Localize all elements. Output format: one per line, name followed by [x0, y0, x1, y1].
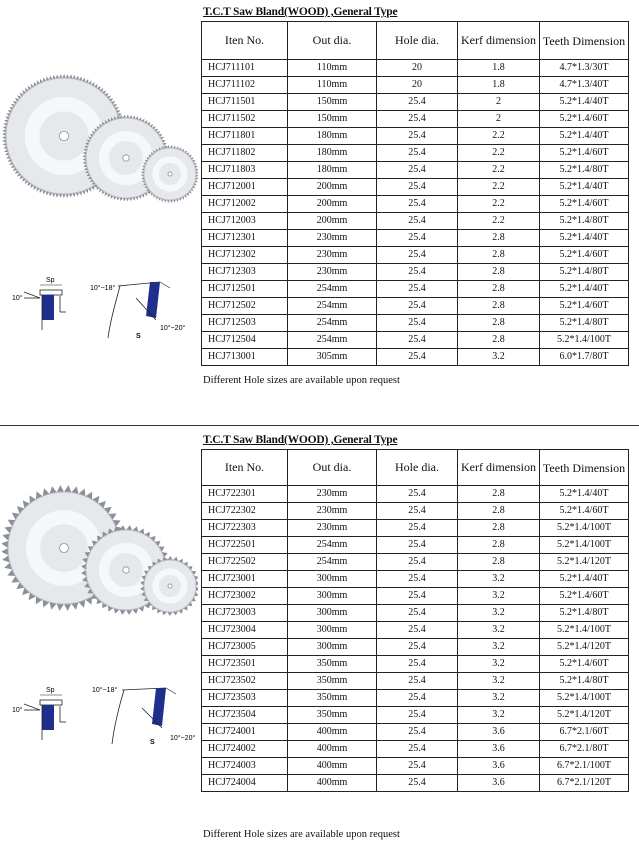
- cell-item-no: HCJ712003: [202, 213, 288, 230]
- cell-out-dia: 150mm: [288, 111, 377, 128]
- table-row: [202, 349, 629, 366]
- cell-hole-dia: 25.4: [377, 758, 458, 775]
- cell-hole-dia: 25.4: [377, 486, 458, 503]
- table-row: [202, 741, 629, 758]
- cell-teeth: 5.2*1.4/120T: [540, 639, 629, 656]
- cell-out-dia: 110mm: [288, 60, 377, 77]
- cell-hole-dia: 25.4: [377, 724, 458, 741]
- cell-item-no: HCJ724004: [202, 775, 288, 792]
- cell-hole-dia: 25.4: [377, 707, 458, 724]
- cell-out-dia: 400mm: [288, 775, 377, 792]
- cell-teeth: 6.7*2.1/100T: [540, 758, 629, 775]
- cell-hole-dia: 25.4: [377, 111, 458, 128]
- cell-out-dia: 200mm: [288, 196, 377, 213]
- cell-item-no: HCJ712502: [202, 298, 288, 315]
- cell-out-dia: 230mm: [288, 520, 377, 537]
- header-hole-dia: Hole dia.: [377, 22, 458, 60]
- cell-teeth: 5.2*1.4/60T: [540, 247, 629, 264]
- cell-item-no: HCJ723502: [202, 673, 288, 690]
- table-row: [202, 503, 629, 520]
- section-1-title: T.C.T Saw Bland(WOOD) ,General Type: [203, 6, 398, 18]
- cell-item-no: HCJ722502: [202, 554, 288, 571]
- clearance-label: 10°~20°: [170, 735, 196, 742]
- cell-hole-dia: 25.4: [377, 673, 458, 690]
- header-item-no: Iten No.: [202, 22, 288, 60]
- header-teeth: Teeth Dimension: [540, 22, 629, 60]
- table-row: [202, 60, 629, 77]
- cell-item-no: HCJ711801: [202, 128, 288, 145]
- cell-kerf: 2.8: [458, 281, 540, 298]
- cell-hole-dia: 25.4: [377, 298, 458, 315]
- cell-out-dia: 230mm: [288, 230, 377, 247]
- cell-item-no: HCJ712001: [202, 179, 288, 196]
- cell-item-no: HCJ723004: [202, 622, 288, 639]
- cell-item-no: HCJ723504: [202, 707, 288, 724]
- cell-hole-dia: 25.4: [377, 690, 458, 707]
- cell-kerf: 3.2: [458, 622, 540, 639]
- cell-hole-dia: 25.4: [377, 588, 458, 605]
- cell-hole-dia: 25.4: [377, 230, 458, 247]
- cell-out-dia: 200mm: [288, 179, 377, 196]
- cell-out-dia: 230mm: [288, 503, 377, 520]
- tooth-blue-icon: [42, 705, 54, 730]
- table-row: [202, 111, 629, 128]
- note-2: Different Hole sizes are available upon request: [203, 829, 400, 840]
- header-teeth: Teeth Dimension: [540, 450, 629, 486]
- cell-hole-dia: 25.4: [377, 281, 458, 298]
- cell-hole-dia: 25.4: [377, 247, 458, 264]
- cell-hole-dia: 25.4: [377, 213, 458, 230]
- cell-kerf: 3.2: [458, 349, 540, 366]
- table-row: [202, 145, 629, 162]
- cell-teeth: 6.7*2.1/120T: [540, 775, 629, 792]
- cell-teeth: 5.2*1.4/40T: [540, 128, 629, 145]
- table-row: [202, 775, 629, 792]
- cell-item-no: HCJ724002: [202, 741, 288, 758]
- cell-teeth: 5.2*1.4/40T: [540, 571, 629, 588]
- cell-item-no: HCJ711102: [202, 77, 288, 94]
- cell-kerf: 2: [458, 111, 540, 128]
- cell-teeth: 5.2*1.4/100T: [540, 537, 629, 554]
- side-label: S: [150, 739, 155, 746]
- cell-teeth: 6.0*1.7/80T: [540, 349, 629, 366]
- header-out-dia: Out dia.: [288, 22, 377, 60]
- cell-item-no: HCJ712303: [202, 264, 288, 281]
- table-row: [202, 537, 629, 554]
- cell-out-dia: 400mm: [288, 741, 377, 758]
- cell-out-dia: 254mm: [288, 537, 377, 554]
- cell-item-no: HCJ722501: [202, 537, 288, 554]
- cell-teeth: 5.2*1.4/80T: [540, 315, 629, 332]
- cell-out-dia: 230mm: [288, 247, 377, 264]
- cell-kerf: 3.2: [458, 656, 540, 673]
- cell-item-no: HCJ722301: [202, 486, 288, 503]
- cell-item-no: HCJ711502: [202, 111, 288, 128]
- table-row: [202, 213, 629, 230]
- sp-label: Sp: [46, 687, 55, 694]
- table-row: [202, 196, 629, 213]
- cell-out-dia: 180mm: [288, 145, 377, 162]
- table-row: [202, 673, 629, 690]
- tooth-blue-icon: [42, 295, 54, 320]
- side-label: S: [136, 333, 141, 340]
- cell-kerf: 3.6: [458, 775, 540, 792]
- cell-hole-dia: 25.4: [377, 145, 458, 162]
- cell-out-dia: 350mm: [288, 690, 377, 707]
- cell-hole-dia: 25.4: [377, 656, 458, 673]
- cell-item-no: HCJ722302: [202, 503, 288, 520]
- cell-teeth: 5.2*1.4/80T: [540, 213, 629, 230]
- cell-kerf: 2.8: [458, 230, 540, 247]
- cell-teeth: 5.2*1.4/40T: [540, 281, 629, 298]
- cell-teeth: 5.2*1.4/60T: [540, 503, 629, 520]
- table-row: [202, 247, 629, 264]
- cell-out-dia: 305mm: [288, 349, 377, 366]
- cell-hole-dia: 25.4: [377, 196, 458, 213]
- cell-teeth: 5.2*1.4/100T: [540, 690, 629, 707]
- cell-item-no: HCJ723002: [202, 588, 288, 605]
- cell-teeth: 5.2*1.4/60T: [540, 145, 629, 162]
- cell-out-dia: 254mm: [288, 315, 377, 332]
- sp-label: Sp: [46, 277, 55, 284]
- cell-teeth: 5.2*1.4/120T: [540, 554, 629, 571]
- cell-teeth: 5.2*1.4/120T: [540, 707, 629, 724]
- cell-hole-dia: 25.4: [377, 179, 458, 196]
- table-row: [202, 639, 629, 656]
- cell-teeth: 5.2*1.4/40T: [540, 179, 629, 196]
- cell-kerf: 2.8: [458, 554, 540, 571]
- cell-hole-dia: 25.4: [377, 639, 458, 656]
- cell-kerf: 2.8: [458, 503, 540, 520]
- cell-item-no: HCJ712501: [202, 281, 288, 298]
- cell-item-no: HCJ711803: [202, 162, 288, 179]
- cell-kerf: 3.2: [458, 690, 540, 707]
- table-row: [202, 758, 629, 775]
- cell-hole-dia: 25.4: [377, 349, 458, 366]
- cell-teeth: 5.2*1.4/100T: [540, 332, 629, 349]
- left-angle-label: 10°: [12, 295, 23, 302]
- cell-hole-dia: 25.4: [377, 571, 458, 588]
- section-2-title: T.C.T Saw Bland(WOOD) ,General Type: [203, 434, 398, 446]
- cell-item-no: HCJ724001: [202, 724, 288, 741]
- table-row: [202, 230, 629, 247]
- note-1: Different Hole sizes are available upon request: [203, 375, 400, 386]
- cell-out-dia: 254mm: [288, 281, 377, 298]
- cell-teeth: 5.2*1.4/60T: [540, 298, 629, 315]
- cell-kerf: 3.2: [458, 605, 540, 622]
- cell-out-dia: 300mm: [288, 571, 377, 588]
- cell-kerf: 2.8: [458, 247, 540, 264]
- cell-item-no: HCJ712002: [202, 196, 288, 213]
- cell-kerf: 3.6: [458, 741, 540, 758]
- header-out-dia: Out dia.: [288, 450, 377, 486]
- cell-teeth: 5.2*1.4/80T: [540, 162, 629, 179]
- cell-item-no: HCJ723501: [202, 656, 288, 673]
- cell-kerf: 2.8: [458, 520, 540, 537]
- cell-hole-dia: 20: [377, 77, 458, 94]
- cell-out-dia: 230mm: [288, 486, 377, 503]
- cell-item-no: HCJ713001: [202, 349, 288, 366]
- cell-out-dia: 180mm: [288, 162, 377, 179]
- cell-hole-dia: 25.4: [377, 622, 458, 639]
- cell-kerf: 2.8: [458, 264, 540, 281]
- cell-out-dia: 400mm: [288, 758, 377, 775]
- cell-item-no: HCJ711501: [202, 94, 288, 111]
- tooth-profile-diagram-2: [10, 680, 210, 760]
- cell-kerf: 2.8: [458, 537, 540, 554]
- table-row: [202, 264, 629, 281]
- cell-teeth: 4.7*1.3/40T: [540, 77, 629, 94]
- cell-out-dia: 400mm: [288, 724, 377, 741]
- cell-kerf: 2.8: [458, 486, 540, 503]
- cell-item-no: HCJ723001: [202, 571, 288, 588]
- cell-teeth: 5.2*1.4/80T: [540, 264, 629, 281]
- table-row: [202, 179, 629, 196]
- table-row: [202, 128, 629, 145]
- cell-out-dia: 254mm: [288, 554, 377, 571]
- cell-hole-dia: 25.4: [377, 537, 458, 554]
- cell-hole-dia: 25.4: [377, 264, 458, 281]
- table-row: [202, 622, 629, 639]
- cell-hole-dia: 20: [377, 60, 458, 77]
- cell-item-no: HCJ712504: [202, 332, 288, 349]
- cell-out-dia: 300mm: [288, 588, 377, 605]
- cell-teeth: 5.2*1.4/100T: [540, 520, 629, 537]
- cell-kerf: 1.8: [458, 77, 540, 94]
- cell-out-dia: 110mm: [288, 77, 377, 94]
- cell-item-no: HCJ712302: [202, 247, 288, 264]
- cell-kerf: 2: [458, 94, 540, 111]
- cell-kerf: 2.2: [458, 128, 540, 145]
- cell-kerf: 3.6: [458, 724, 540, 741]
- cell-kerf: 1.8: [458, 60, 540, 77]
- cell-kerf: 3.6: [458, 758, 540, 775]
- cell-out-dia: 200mm: [288, 213, 377, 230]
- cell-teeth: 5.2*1.4/40T: [540, 94, 629, 111]
- cell-hole-dia: 25.4: [377, 128, 458, 145]
- cell-kerf: 2.2: [458, 162, 540, 179]
- tooth-profile-diagram-1: [10, 268, 190, 348]
- hook-angle-label: 10°~18°: [92, 687, 118, 694]
- cell-teeth: 6.7*2.1/60T: [540, 724, 629, 741]
- cell-teeth: 5.2*1.4/100T: [540, 622, 629, 639]
- left-angle-label: 10°: [12, 707, 23, 714]
- cell-kerf: 3.2: [458, 707, 540, 724]
- cell-kerf: 2.2: [458, 196, 540, 213]
- cell-kerf: 3.2: [458, 639, 540, 656]
- table-row: [202, 315, 629, 332]
- cell-kerf: 2.2: [458, 213, 540, 230]
- cell-out-dia: 350mm: [288, 673, 377, 690]
- cell-hole-dia: 25.4: [377, 554, 458, 571]
- table-row: [202, 77, 629, 94]
- cell-hole-dia: 25.4: [377, 520, 458, 537]
- cell-out-dia: 180mm: [288, 128, 377, 145]
- tooth-angle-icon: [146, 282, 160, 318]
- section-divider: [0, 425, 639, 426]
- table-row: [202, 554, 629, 571]
- cell-teeth: 5.2*1.4/60T: [540, 656, 629, 673]
- cell-kerf: 3.2: [458, 588, 540, 605]
- cell-out-dia: 300mm: [288, 622, 377, 639]
- cell-hole-dia: 25.4: [377, 605, 458, 622]
- table-row: [202, 162, 629, 179]
- table-row: [202, 281, 629, 298]
- cell-item-no: HCJ712503: [202, 315, 288, 332]
- hook-angle-label: 10°~18°: [90, 285, 116, 292]
- cell-hole-dia: 25.4: [377, 332, 458, 349]
- cell-hole-dia: 25.4: [377, 741, 458, 758]
- table-row: [202, 332, 629, 349]
- cell-teeth: 6.7*2.1/80T: [540, 741, 629, 758]
- cell-item-no: HCJ711101: [202, 60, 288, 77]
- cell-kerf: 3.2: [458, 673, 540, 690]
- table-row: [202, 486, 629, 503]
- spec-table-1: [201, 21, 629, 366]
- cell-teeth: 5.2*1.4/80T: [540, 673, 629, 690]
- cell-out-dia: 254mm: [288, 298, 377, 315]
- cell-out-dia: 350mm: [288, 656, 377, 673]
- cell-hole-dia: 25.4: [377, 162, 458, 179]
- cell-kerf: 3.2: [458, 571, 540, 588]
- cell-teeth: 5.2*1.4/60T: [540, 588, 629, 605]
- cell-out-dia: 150mm: [288, 94, 377, 111]
- spec-table-2: [201, 449, 629, 792]
- cell-hole-dia: 25.4: [377, 315, 458, 332]
- cell-teeth: 5.2*1.4/40T: [540, 230, 629, 247]
- cell-out-dia: 350mm: [288, 707, 377, 724]
- cell-teeth: 4.7*1.3/30T: [540, 60, 629, 77]
- table-row: [202, 588, 629, 605]
- table-row: [202, 605, 629, 622]
- table-row: [202, 724, 629, 741]
- cell-hole-dia: 25.4: [377, 94, 458, 111]
- header-item-no: Iten No.: [202, 450, 288, 486]
- table-row: [202, 690, 629, 707]
- cell-kerf: 2.2: [458, 179, 540, 196]
- cell-item-no: HCJ711802: [202, 145, 288, 162]
- cell-kerf: 2.8: [458, 298, 540, 315]
- cell-teeth: 5.2*1.4/80T: [540, 605, 629, 622]
- cell-item-no: HCJ712301: [202, 230, 288, 247]
- cell-hole-dia: 25.4: [377, 503, 458, 520]
- clearance-label: 10°~20°: [160, 325, 186, 332]
- table-row: [202, 707, 629, 724]
- cell-item-no: HCJ722303: [202, 520, 288, 537]
- cell-out-dia: 230mm: [288, 264, 377, 281]
- cell-teeth: 5.2*1.4/60T: [540, 196, 629, 213]
- header-kerf: Kerf dimension: [458, 450, 540, 486]
- saw-blades-coarse-tooth-image: [2, 474, 198, 624]
- cell-item-no: HCJ723003: [202, 605, 288, 622]
- cell-hole-dia: 25.4: [377, 775, 458, 792]
- saw-blades-fine-tooth-image: [2, 62, 198, 212]
- cell-out-dia: 300mm: [288, 605, 377, 622]
- cell-kerf: 2.8: [458, 332, 540, 349]
- cell-teeth: 5.2*1.4/40T: [540, 486, 629, 503]
- table-row: [202, 571, 629, 588]
- cell-teeth: 5.2*1.4/60T: [540, 111, 629, 128]
- cell-out-dia: 254mm: [288, 332, 377, 349]
- header-kerf: Kerf dimension: [458, 22, 540, 60]
- table-row: [202, 656, 629, 673]
- cell-item-no: HCJ724003: [202, 758, 288, 775]
- cell-kerf: 2.2: [458, 145, 540, 162]
- table-row: [202, 94, 629, 111]
- cell-item-no: HCJ723005: [202, 639, 288, 656]
- cell-item-no: HCJ723503: [202, 690, 288, 707]
- header-hole-dia: Hole dia.: [377, 450, 458, 486]
- cell-out-dia: 300mm: [288, 639, 377, 656]
- table-row: [202, 520, 629, 537]
- cell-kerf: 2.8: [458, 315, 540, 332]
- table-row: [202, 298, 629, 315]
